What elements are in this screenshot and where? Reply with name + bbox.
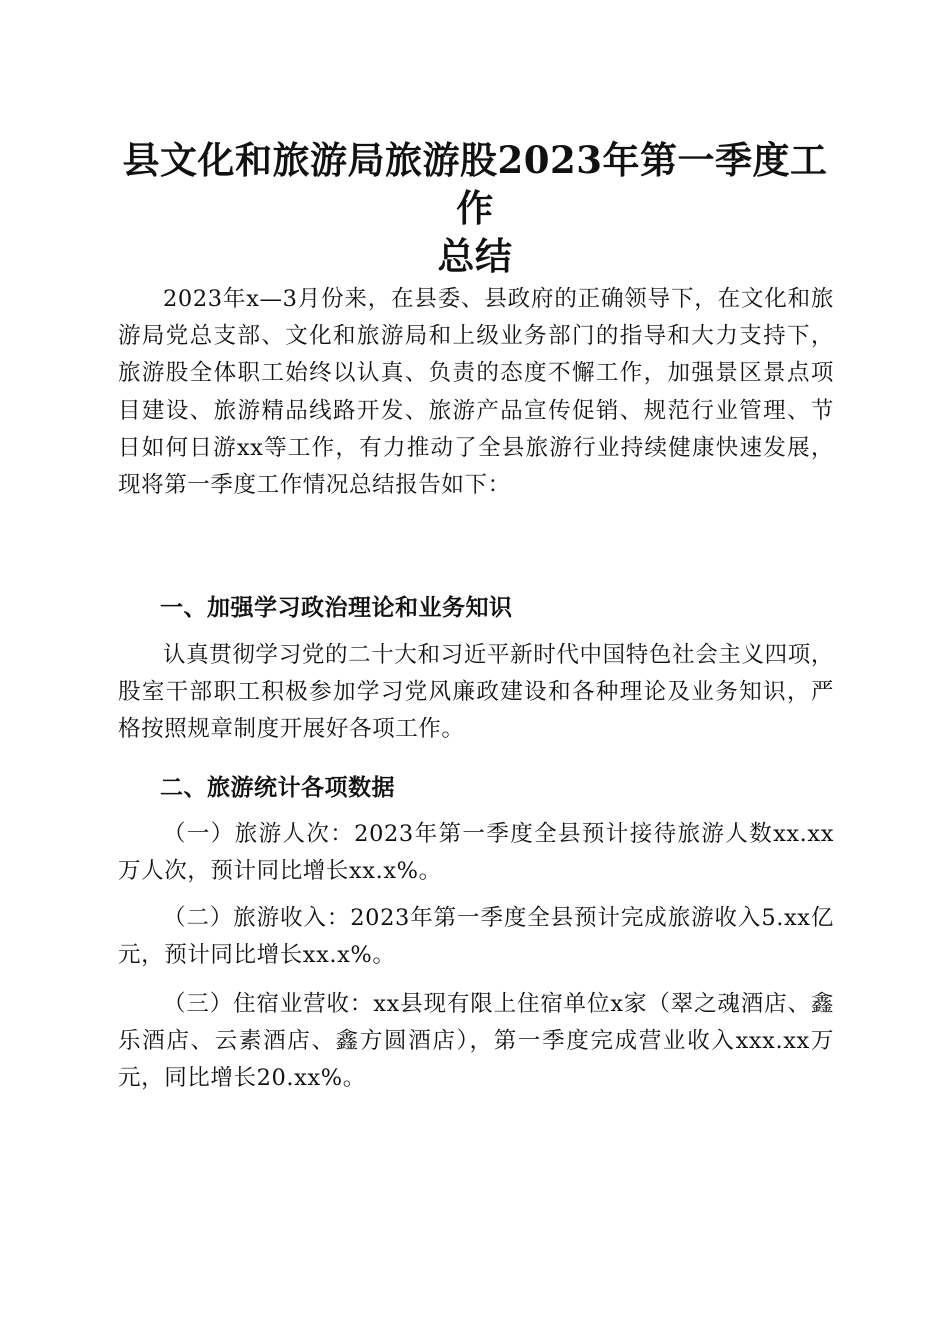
intro-paragraph: 2023年x—3月份来，在县委、县政府的正确领导下，在文化和旅游局党总支部、文化和旅游局和上级业务部门的指导和大力支持下，旅游股全体职工始终以认真、负责的态度不懈工作，加强景区景点项目建设、旅游精品线路开发、旅游产品宣传促销、规范行业管理、节日如何日游xx等工作，有力推动了全县旅游行业持续健康快速发展，现将第一季度工作情况总结报告如下： (118, 286, 834, 499)
study-paragraph: 认真贯彻学习党的二十大和习近平新时代中国特色社会主义四项，股室干部职工积极参加学习党风廉政建设和各种理论及业务知识，严格按照规章制度开展好各项工作。 (118, 642, 834, 743)
section-heading-study: 一、加强学习政治理论和业务知识 (160, 595, 513, 621)
stat-tourism-revenue-paragraph: （二）旅游收入：2023年第一季度全县预计完成旅游收入5.xx亿元，预计同比增长xx.x%。 (118, 905, 834, 969)
section-heading-statistics: 二、旅游统计各项数据 (160, 775, 395, 801)
title-line-1: 县文化和旅游局旅游股2023年第一季度工作 (122, 138, 828, 230)
document-title (118, 136, 832, 280)
title-line-2: 总结 (437, 234, 513, 278)
stat-tourist-visits-paragraph: （一）旅游人次：2023年第一季度全县预计接待旅游人数xx.xx万人次，预计同比增长xx.x%。 (118, 821, 834, 885)
stat-accommodation-revenue-paragraph: （三）住宿业营收：xx县现有限上住宿单位x家（翠之魂酒店、鑫乐酒店、云素酒店、鑫方圆酒店），第一季度完成营业收入xxx.xx万元，同比增长20.xx%。 (118, 991, 834, 1092)
